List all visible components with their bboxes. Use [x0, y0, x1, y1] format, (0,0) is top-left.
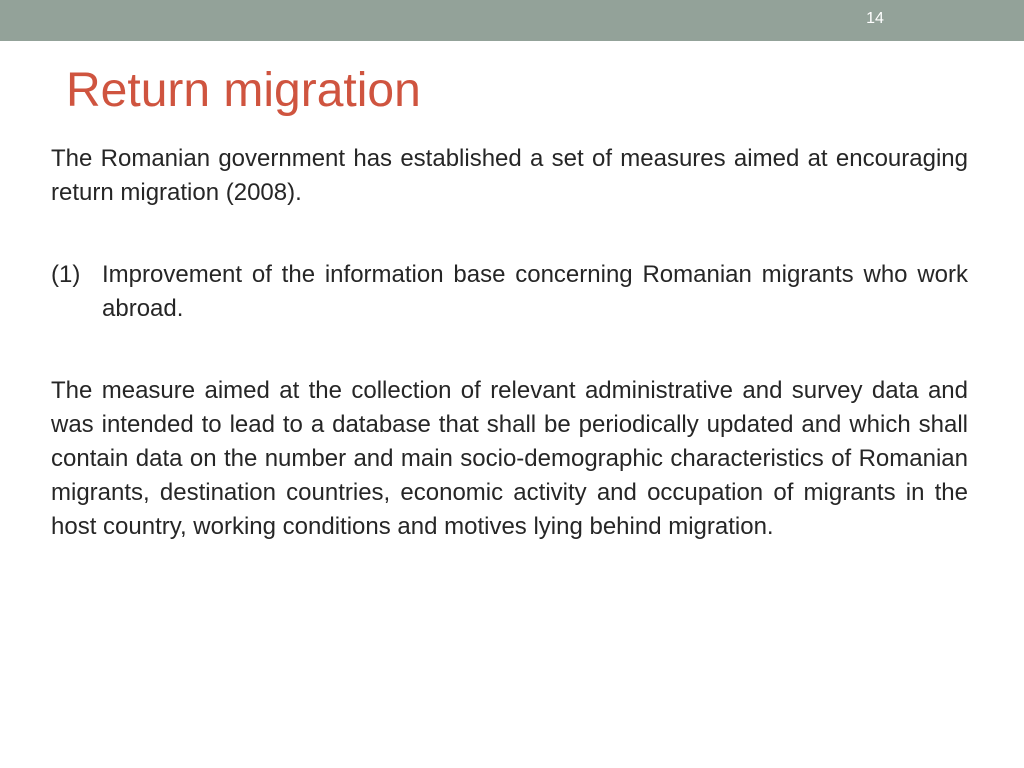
slide-title: Return migration [66, 64, 421, 117]
list-item-text: Improvement of the information base concerning Romanian migrants who work abroad. [102, 261, 968, 322]
list-item [51, 258, 968, 326]
intro-paragraph: The Romanian government has established a set of measures aimed at encouraging return migration (2008). [51, 145, 968, 206]
top-bar [0, 0, 1024, 41]
list-item-number: (1) [51, 261, 81, 288]
slide-number: 14 [866, 10, 884, 27]
description-paragraph: The measure aimed at the collection of relevant administrative and survey data and was intended to lead to a database that shall be periodically updated and which shall contain data on the number and main socio-demographic characteristics of Romanian migrants, destination countries, economic activity and occupation of migrants in the host country, working conditions and motives lying behind migration. [51, 377, 968, 540]
slide-body [51, 142, 968, 544]
